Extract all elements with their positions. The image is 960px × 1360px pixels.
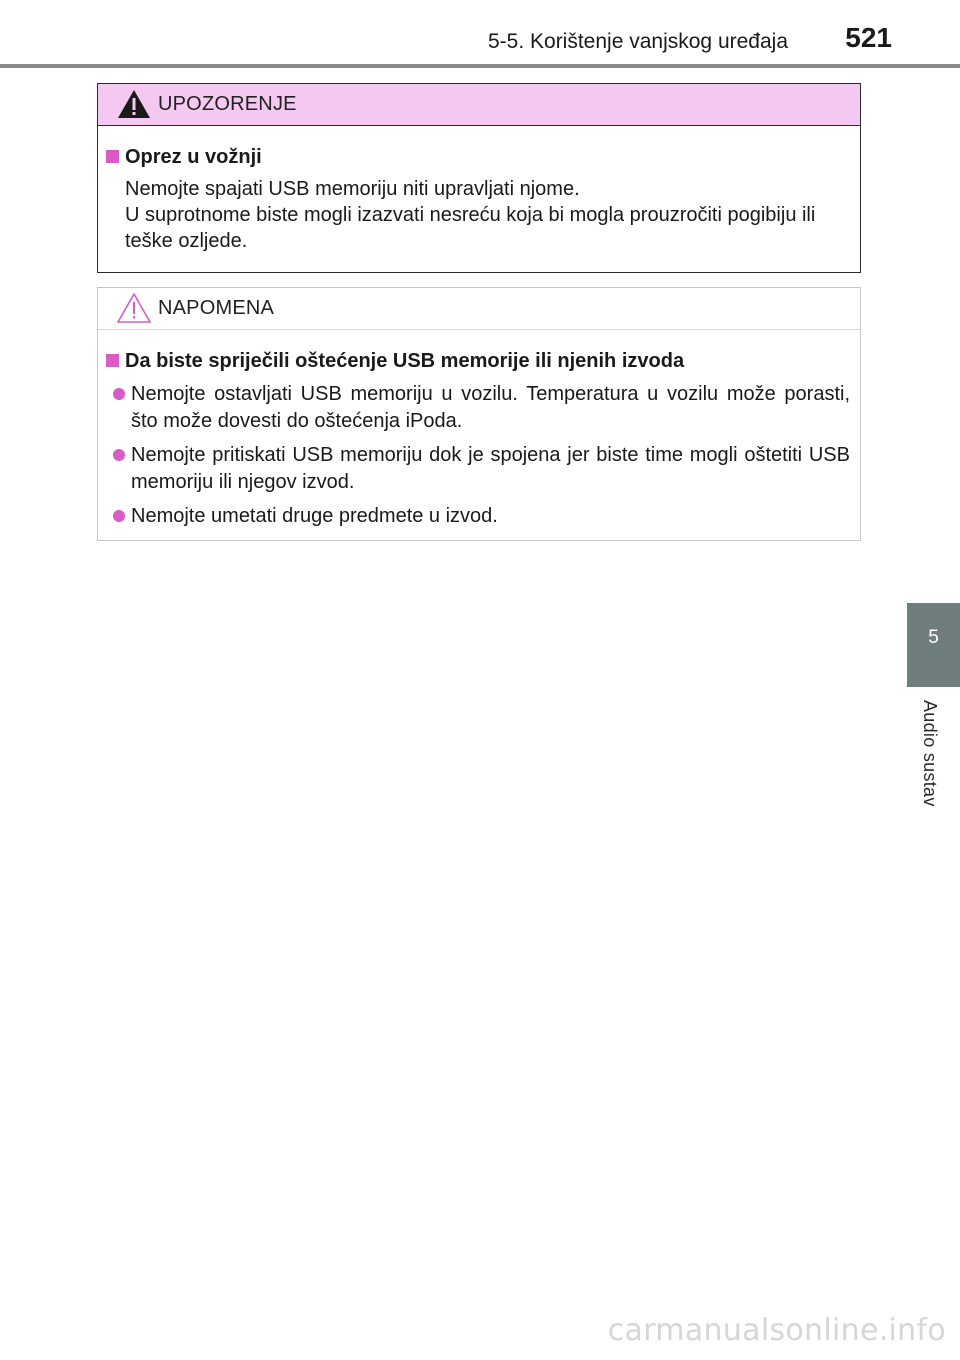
list-item-text: Nemojte umetati druge predmete u izvod.: [131, 505, 498, 527]
warning-triangle-filled-icon: [116, 88, 152, 120]
list-item-text: Nemojte ostavljati USB memoriju u vozilu. Temperatura u vozilu može porasti, što može dovesti do oštećenja iPoda.: [131, 383, 850, 432]
square-bullet-icon: [106, 150, 119, 163]
notice-label: NAPOMENA: [158, 297, 275, 319]
header-rule: [0, 64, 960, 68]
page-header: [0, 0, 960, 66]
list-item-text: Nemojte pritiskati USB memoriju dok je spojena jer biste time mogli oštetiti USB memoriju ili njegov izvod.: [131, 444, 850, 493]
warning-header: [98, 84, 860, 126]
list-item: [104, 442, 850, 496]
square-bullet-icon: [106, 354, 119, 367]
circle-bullet-icon: [113, 510, 125, 522]
chapter-number: 5: [928, 627, 939, 648]
warning-triangle-outline-icon: [116, 292, 152, 324]
warning-subheading: [104, 144, 850, 170]
notice-header: [98, 288, 860, 330]
warning-box: [97, 83, 861, 273]
section-title: 5-5. Korištenje vanjskog uređaja: [487, 30, 788, 53]
list-item: [104, 503, 850, 530]
circle-bullet-icon: [113, 449, 125, 461]
circle-bullet-icon: [113, 388, 125, 400]
warning-paragraph: U suprotnome biste mogli izazvati nesreću koja bi mogla prouzročiti pogibiju ili teške ozljede.: [125, 204, 816, 252]
warning-paragraph: Nemojte spajati USB memoriju niti upravljati njome.: [125, 178, 580, 200]
notice-box: [97, 287, 861, 541]
notice-subheading-text: Da biste spriječili oštećenje USB memorije ili njenih izvoda: [125, 350, 685, 372]
list-item: [104, 381, 850, 435]
warning-subheading-text: Oprez u vožnji: [125, 146, 262, 168]
warning-body: [98, 126, 860, 254]
chapter-title: Audio sustav: [920, 700, 940, 807]
notice-subheading: [104, 348, 850, 374]
notice-body: [98, 330, 860, 530]
watermark: carmanualsonline.info: [607, 1313, 946, 1348]
chapter-tab: [907, 603, 960, 687]
page-number: 521: [845, 22, 892, 53]
warning-label: UPOZORENJE: [158, 93, 297, 115]
